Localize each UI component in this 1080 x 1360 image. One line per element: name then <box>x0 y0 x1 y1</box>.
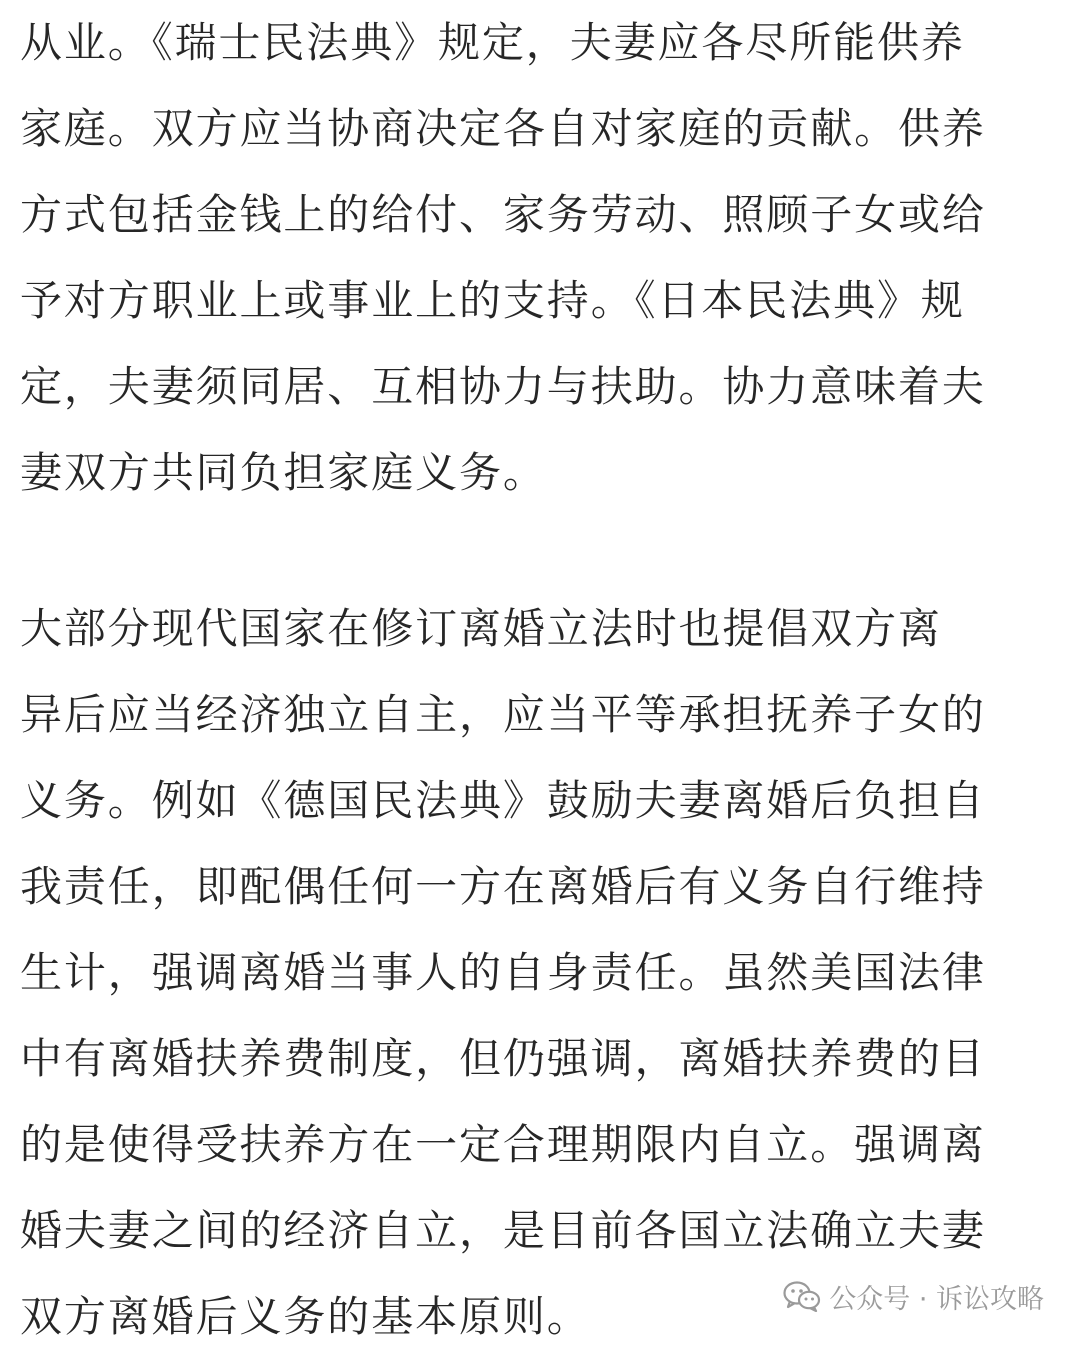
text-line: 义务。例如《德国民法典》鼓励夫妻离婚后负担自 <box>20 776 986 825</box>
text-line: 双方离婚后义务的基本原则。 <box>20 1292 591 1341</box>
paragraph-2 <box>20 586 1060 1360</box>
paragraph-1 <box>20 0 1060 516</box>
watermark <box>783 1276 1044 1316</box>
text-line: 的是使得受扶养方在一定合理期限内自立。强调离 <box>20 1120 986 1169</box>
paragraph-spacer <box>20 516 1060 586</box>
watermark-text: 公众号 · 诉讼攻略 <box>829 1283 1044 1315</box>
text-line: 异后应当经济独立自主，应当平等承担抚养子女的 <box>20 690 986 739</box>
text-line: 中有离婚扶养费制度，但仍强调，离婚扶养费的目 <box>20 1034 986 1083</box>
text-line: 妻双方共同负担家庭义务。 <box>20 448 547 497</box>
text-line: 生计，强调离婚当事人的自身责任。虽然美国法律 <box>20 948 986 997</box>
text-line: 我责任，即配偶任何一方在离婚后有义务自行维持 <box>20 862 986 911</box>
text-line: 定，夫妻须同居、互相协力与扶助。协力意味着夫 <box>20 362 986 411</box>
article-body <box>20 0 1060 1360</box>
wechat-icon <box>783 1280 821 1312</box>
text-line: 家庭。双方应当协商决定各自对家庭的贡献。供养 <box>20 104 986 153</box>
text-line: 婚夫妻之间的经济自立，是目前各国立法确立夫妻 <box>20 1206 986 1255</box>
text-line: 大部分现代国家在修订离婚立法时也提倡双方离 <box>20 604 942 653</box>
text-line: 从业。《瑞士民法典》规定，夫妻应各尽所能供养 <box>20 18 965 67</box>
text-line: 予对方职业上或事业上的支持。《日本民法典》规 <box>20 276 965 325</box>
text-line: 方式包括金钱上的给付、家务劳动、照顾子女或给 <box>20 190 986 239</box>
